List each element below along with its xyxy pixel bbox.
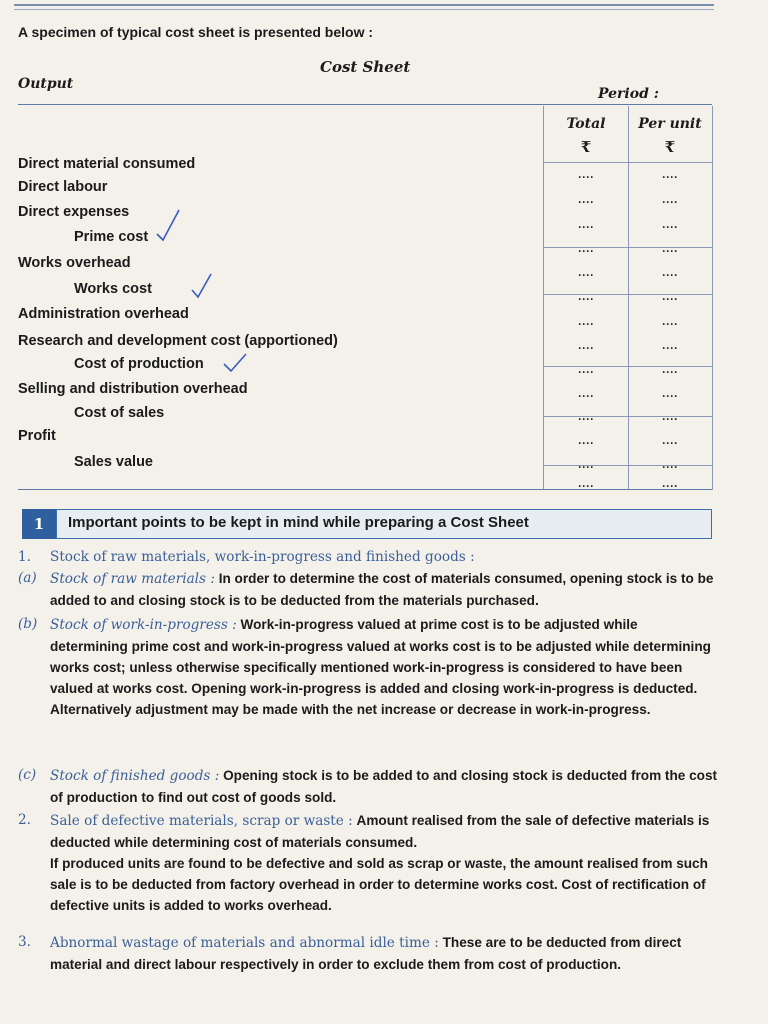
total-placeholder: .... <box>578 268 594 279</box>
point-body: In order to determine the cost of materials consumed, opening stock is to be added to and closing stock is to be deducted from the materials purchased. <box>50 571 714 608</box>
point-heading: Stock of raw materials, work-in-progress and finished goods : <box>50 549 475 565</box>
intro-text: A specimen of typical cost sheet is presented below : <box>18 24 374 40</box>
point-2 <box>18 810 718 916</box>
currency-symbol-per-unit: ₹ <box>664 138 676 156</box>
point-3 <box>18 932 718 975</box>
cost-sheet-row-label: Works cost <box>74 281 152 297</box>
per-unit-placeholder: .... <box>662 195 678 206</box>
point-body: Work-in-progress valued at prime cost is to be adjusted while determining prime cost and work-in-progress valued at works cost is to be adjusted while determining works cost; unless otherwise specifically mentioned work-in-progress is considered to have been valued at works cost. Opening work-in-progress is added and closing work-in-progress is deducted. Alternatively adjustment may be made with the net increase or decrease in work-in-progress. <box>50 617 711 717</box>
per-unit-placeholder: .... <box>662 341 678 352</box>
point-marker: (c) <box>18 767 37 783</box>
point-marker: (a) <box>18 570 37 586</box>
cost-sheet-row-label: Works overhead <box>18 255 131 271</box>
section-number: 1 <box>22 509 56 539</box>
point-body: Amount realised from the sale of defective materials is deducted while determining cost of materials consumed. <box>50 813 710 850</box>
total-placeholder: .... <box>578 195 594 206</box>
point-1a <box>18 568 718 611</box>
top-rule-secondary <box>14 9 714 10</box>
per-unit-placeholder: .... <box>662 220 678 231</box>
point-body: If produced units are found to be defective and sold as scrap or waste, the amount realised from such sale is to be deducted from factory overhead in order to determine works cost. Cost of rectification of defective units is added to works overhead. <box>50 856 708 913</box>
cost-sheet-row-label: Cost of sales <box>74 405 165 421</box>
cost-sheet-row-label: Selling and distribution overhead <box>18 381 248 397</box>
cost-sheet-row-label: Direct expenses <box>18 204 130 220</box>
cost-sheet-row-label: Direct labour <box>18 179 108 195</box>
total-placeholder: .... <box>578 341 594 352</box>
point-marker: (b) <box>18 616 38 632</box>
per-unit-placeholder: .... <box>662 365 678 376</box>
point-heading: Abnormal wastage of materials and abnormal idle time : <box>50 935 439 951</box>
cost-sheet-row-label: Prime cost <box>74 229 149 245</box>
total-placeholder: .... <box>578 436 594 447</box>
cost-sheet-row-label: Profit <box>18 428 56 444</box>
per-unit-placeholder: .... <box>662 268 678 279</box>
total-placeholder: .... <box>578 292 594 303</box>
per-unit-placeholder: .... <box>662 460 678 471</box>
column-divider-right <box>712 106 713 490</box>
point-number: 3. <box>18 934 31 950</box>
total-placeholder: .... <box>578 389 594 400</box>
point-1c <box>18 765 718 808</box>
column-divider-middle <box>628 106 629 490</box>
per-unit-placeholder: .... <box>662 244 678 255</box>
table-subheader-rule <box>543 162 712 163</box>
total-placeholder: .... <box>578 365 594 376</box>
point-heading: Stock of raw materials : <box>50 571 215 587</box>
output-label: Output <box>18 76 74 92</box>
handwritten-tick-icon <box>190 272 214 300</box>
total-placeholder: .... <box>578 479 594 490</box>
point-heading: Stock of work-in-progress : <box>50 617 237 633</box>
total-placeholder: .... <box>578 460 594 471</box>
point-body: These are to be deducted from direct material and direct labour respectively in order to exclude them from cost of production. <box>50 935 682 972</box>
per-unit-placeholder: .... <box>662 479 678 490</box>
per-unit-placeholder: .... <box>662 389 678 400</box>
cost-sheet-row-label: Direct material consumed <box>18 156 196 172</box>
point-heading: Stock of finished goods : <box>50 768 220 784</box>
table-footer-rule <box>18 489 712 490</box>
per-unit-placeholder: .... <box>662 170 678 181</box>
cost-sheet-row-label: Administration overhead <box>18 306 189 322</box>
cost-sheet-row-label: Research and development cost (apportioned) <box>18 333 338 349</box>
top-rule <box>14 4 714 6</box>
point-number: 1. <box>18 549 31 565</box>
cost-sheet-row-label: Cost of production <box>74 356 204 372</box>
period-label: Period : <box>598 86 659 102</box>
point-1b <box>18 614 718 720</box>
total-placeholder: .... <box>578 220 594 231</box>
cost-sheet-title: Cost Sheet <box>320 58 411 76</box>
per-unit-placeholder: .... <box>662 317 678 328</box>
handwritten-tick-icon <box>155 208 181 242</box>
section-title: Important points to be kept in mind while preparing a Cost Sheet <box>68 514 529 531</box>
per-unit-placeholder: .... <box>662 292 678 303</box>
per-unit-placeholder: .... <box>662 436 678 447</box>
currency-symbol-total: ₹ <box>580 138 592 156</box>
column-divider-left <box>543 106 544 490</box>
table-header-rule <box>18 104 712 105</box>
per-unit-placeholder: .... <box>662 412 678 423</box>
column-header-total: Total <box>566 116 606 132</box>
column-header-per-unit: Per unit <box>638 116 702 132</box>
point-heading: Sale of defective materials, scrap or waste : <box>50 813 353 829</box>
total-placeholder: .... <box>578 170 594 181</box>
cost-sheet-row-label: Sales value <box>74 454 153 470</box>
point-body: Opening stock is to be added to and closing stock is deducted from the cost of production to find out cost of goods sold. <box>50 768 718 805</box>
total-placeholder: .... <box>578 412 594 423</box>
total-placeholder: .... <box>578 317 594 328</box>
handwritten-tick-icon <box>222 352 248 374</box>
point-1 <box>18 546 718 568</box>
point-number: 2. <box>18 812 31 828</box>
total-placeholder: .... <box>578 244 594 255</box>
